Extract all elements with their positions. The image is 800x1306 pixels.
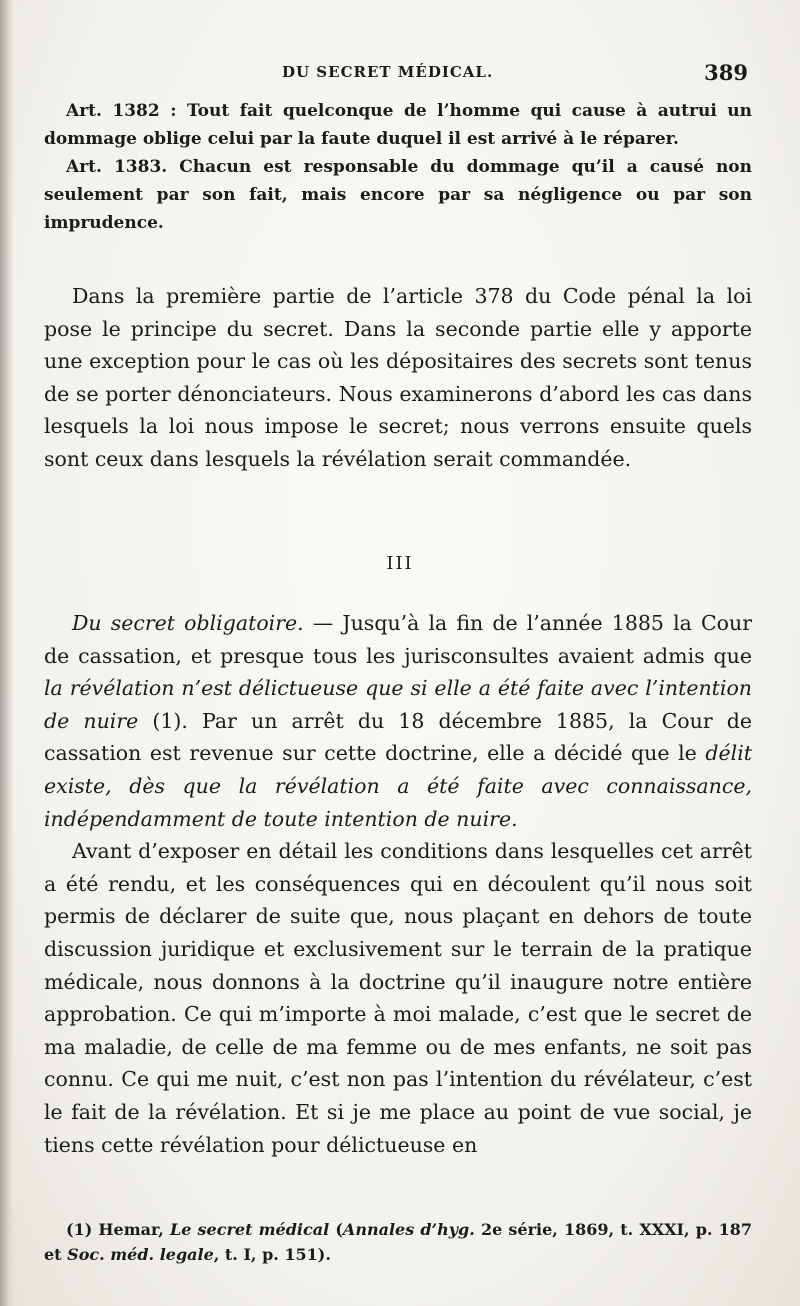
- footnote-title: Le secret médical: [169, 1220, 330, 1239]
- section-title: Du secret obligatoire.: [72, 611, 304, 635]
- page-gutter-shadow: [0, 0, 14, 1306]
- article-1383-label: Art. 1383.: [66, 157, 180, 177]
- article-1382-label: Art. 1382 :: [66, 101, 187, 121]
- running-title: DU SECRET MÉDICAL.: [282, 63, 494, 81]
- intro-paragraph: Dans la première partie de l’article 378 du Code pénal la loi pose le principe du secret. Dans la seconde partie elle y apporte une exception pour le cas où les dépositaires des secrets sont tenus de se porter dénonciateurs. Nous examinerons d’abord les cas dans lesquels la loi nous impose le secret; nous verrons ensuite quels sont ceux dans lesquels la révélation serait commandée.: [44, 284, 752, 471]
- article-1383: [44, 153, 752, 237]
- article-1382-text: Tout fait quelconque de l’homme qui cause à autrui un dommage oblige celui par la faute duquel il est arrivé à le réparer.: [44, 101, 752, 149]
- section-p1-part-a: — Jusqu’à la fin de l’année 1885 la Cour de cassation, et presque tous les jurisconsultes avaient admis que: [44, 611, 752, 668]
- footnote-society: Soc. méd. legale: [67, 1245, 214, 1264]
- page-number: 389: [704, 60, 748, 85]
- intro-text: [44, 280, 752, 475]
- section-number: III: [386, 553, 414, 574]
- footnote-journal: Annales d’hyg.: [342, 1220, 475, 1239]
- section-paragraph-1: [44, 607, 752, 835]
- section-p1-part-c: (1). Par un arrêt du 18 décembre 1885, la Cour de cassation est revenue sur cette doctrine, elle a décidé que le: [44, 708, 753, 766]
- article-1383-text: Chacun est responsable du dommage qu’il a causé non seulement par son fait, mais encore par sa négligence ou par son imprudence.: [44, 157, 752, 233]
- footnote-end: , t. I, p. 151).: [213, 1245, 331, 1264]
- section-body: [44, 607, 752, 1161]
- code-civil-quotation: [44, 97, 752, 237]
- page-header: [60, 60, 748, 86]
- footnote-details: 2e série, 1869, t. XXXI, p. 187 et: [44, 1220, 753, 1264]
- footnote-source-open: (: [329, 1220, 343, 1239]
- footnote-marker: (1) Hemar,: [66, 1220, 170, 1239]
- article-1382: [44, 97, 752, 153]
- section-p1-quote: la révélation n’est délictueuse que si elle a été faite avec l’intention de nuire: [44, 676, 752, 733]
- section-paragraph-2: Avant d’exposer en détail les conditions dans lesquelles cet arrêt a été rendu, et les conséquences qui en découlent qu’il nous soit permis de déclarer de suite que, nous plaçant en dehors de toute discussion juridique et exclusivement sur le terrain de la pratique médicale, nous donnons à la doctrine qu’il inaugure notre entière approbation. Ce qui m’importe à moi malade, c’est que le secret de ma maladie, de celle de ma femme ou de mes enfants, ne soit pas connu. Ce qui me nuit, c’est non pas l’intention du révélateur, c’est le fait de la révélation. Et si je me place au point de vue social, je tiens cette révélation pour délictueuse en: [44, 839, 752, 1157]
- section-p1-holding: délit existe, dès que la révélation a été faite avec connaissance, indépendamment de toute intention de nuire.: [44, 741, 752, 831]
- footnote: [44, 1217, 752, 1267]
